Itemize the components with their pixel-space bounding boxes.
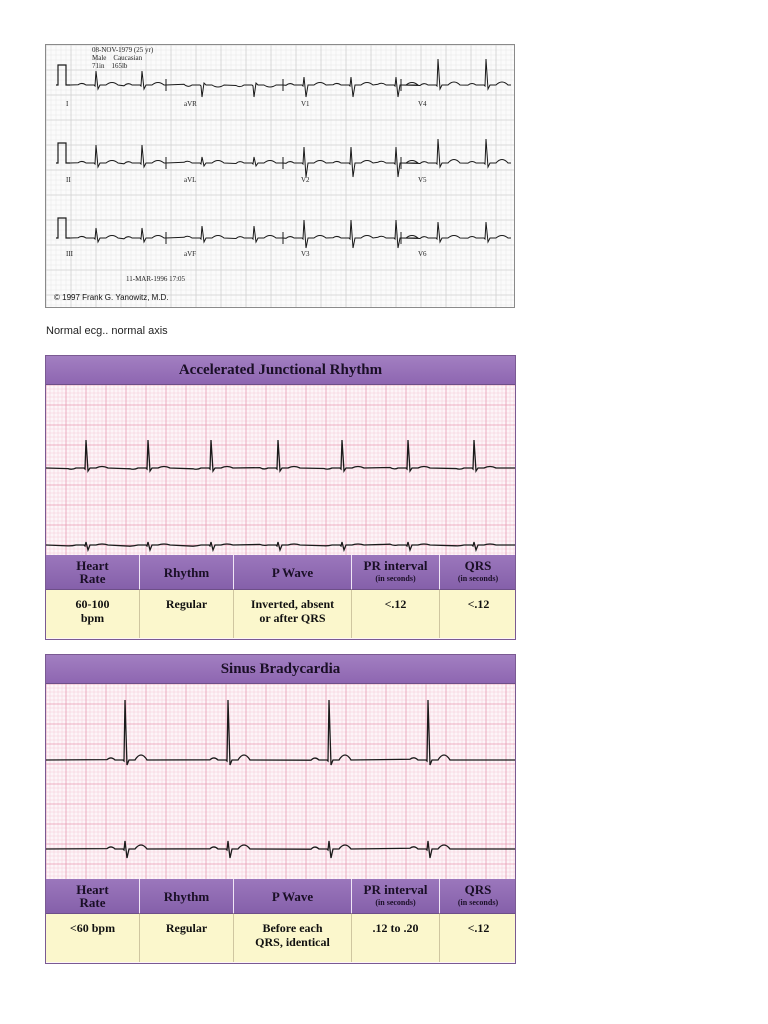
header-rhythm	[140, 555, 234, 589]
lead-label-avl: aVL	[184, 176, 197, 184]
rhythm-trace	[46, 700, 515, 765]
header-text: P Wave	[271, 888, 314, 904]
lead-label-v5: V5	[418, 176, 427, 184]
header-text: Rate	[79, 895, 106, 910]
header-text: PR interval	[363, 882, 428, 897]
header-rhythm	[140, 879, 234, 913]
ecg-copyright: © 1997 Frank G. Yanowitz, M.D.	[54, 293, 169, 302]
header-text: QRS	[464, 882, 492, 897]
grid-major-lines	[46, 45, 515, 308]
card-title: Accelerated Junctional Rhythm	[46, 356, 515, 385]
value-text: QRS, identical	[255, 935, 330, 949]
header-heart-rate	[46, 555, 140, 589]
value-text: 60-100	[75, 597, 110, 611]
value-p-wave	[234, 589, 352, 638]
value-text: .12 to .20	[372, 921, 419, 935]
value-text: <.12	[384, 597, 407, 611]
lead-label-avf: aVF	[184, 250, 197, 258]
value-text: Regular	[165, 597, 208, 611]
header-text: Rhythm	[163, 564, 210, 580]
lead-trace	[283, 147, 418, 177]
ecg-patient-header	[92, 46, 153, 70]
lead-trace	[166, 226, 283, 242]
accelerated-junctional-rhythm-card	[45, 355, 516, 640]
grid-minor-lines	[46, 45, 515, 308]
header-pr-interval	[352, 879, 440, 913]
header-text: P Wave	[271, 564, 314, 580]
card-title: Sinus Bradycardia	[46, 655, 515, 684]
rhythm-strip	[46, 684, 515, 879]
value-rhythm	[140, 589, 234, 638]
header-text: QRS	[464, 558, 492, 573]
lead-label-i: I	[66, 100, 69, 108]
rhythm-criteria-table	[46, 879, 515, 962]
header-text: PR interval	[363, 558, 428, 573]
value-text: Inverted, absent	[250, 597, 335, 611]
value-text: Regular	[165, 921, 208, 935]
lead-label-v1: V1	[301, 100, 310, 108]
header-text: Heart	[76, 882, 109, 897]
sinus-bradycardia-card	[45, 654, 516, 964]
header-p-wave	[234, 555, 352, 589]
value-pr-interval	[352, 589, 440, 638]
rhythm-strip	[46, 385, 515, 555]
header-text: Rhythm	[163, 888, 210, 904]
value-text: <.12	[467, 597, 490, 611]
rhythm-criteria-table	[46, 555, 515, 638]
header-subtext: (in seconds)	[457, 898, 499, 907]
rhythm-trace	[46, 841, 515, 858]
value-heart-rate	[46, 913, 140, 962]
value-qrs	[440, 913, 516, 962]
header-qrs	[440, 555, 516, 589]
lead-label-iii: III	[66, 250, 73, 258]
lead-label-v3: V3	[301, 250, 310, 258]
ecg-recording-datetime: 11-MAR-1996 17:05	[126, 275, 186, 283]
header-qrs	[440, 879, 516, 913]
patient-header-line: 71in 165lb	[92, 62, 128, 70]
lead-label-v4: V4	[418, 100, 427, 108]
twelve-lead-ecg-image	[45, 44, 515, 308]
value-pr-interval	[352, 913, 440, 962]
header-subtext: (in seconds)	[375, 898, 416, 907]
patient-header-line: Male Caucasian	[92, 54, 143, 62]
header-text: Heart	[76, 558, 109, 573]
ecg-caption: Normal ecg.. normal axis	[46, 325, 168, 337]
value-text: or after QRS	[259, 611, 326, 625]
header-text: Rate	[79, 571, 106, 586]
lead-label-v2: V2	[301, 176, 310, 184]
value-text: <60 bpm	[69, 921, 116, 935]
lead-trace	[283, 220, 418, 248]
header-p-wave	[234, 879, 352, 913]
value-text: bpm	[80, 611, 105, 625]
header-heart-rate	[46, 879, 140, 913]
value-rhythm	[140, 913, 234, 962]
header-subtext: (in seconds)	[457, 574, 499, 583]
lead-label-ii: II	[66, 176, 71, 184]
ecg-12-lead-traces	[46, 45, 515, 308]
value-heart-rate	[46, 589, 140, 638]
value-p-wave	[234, 913, 352, 962]
value-text: <.12	[467, 921, 490, 935]
lead-trace	[166, 157, 283, 166]
lead-trace	[70, 145, 166, 167]
header-pr-interval	[352, 555, 440, 589]
patient-header-line: 08-NOV-1979 (25 yr)	[92, 46, 154, 54]
value-text: Before each	[262, 921, 323, 935]
header-subtext: (in seconds)	[375, 574, 416, 583]
value-qrs	[440, 589, 516, 638]
lead-label-avr: aVR	[184, 100, 197, 108]
lead-label-v6: V6	[418, 250, 427, 258]
